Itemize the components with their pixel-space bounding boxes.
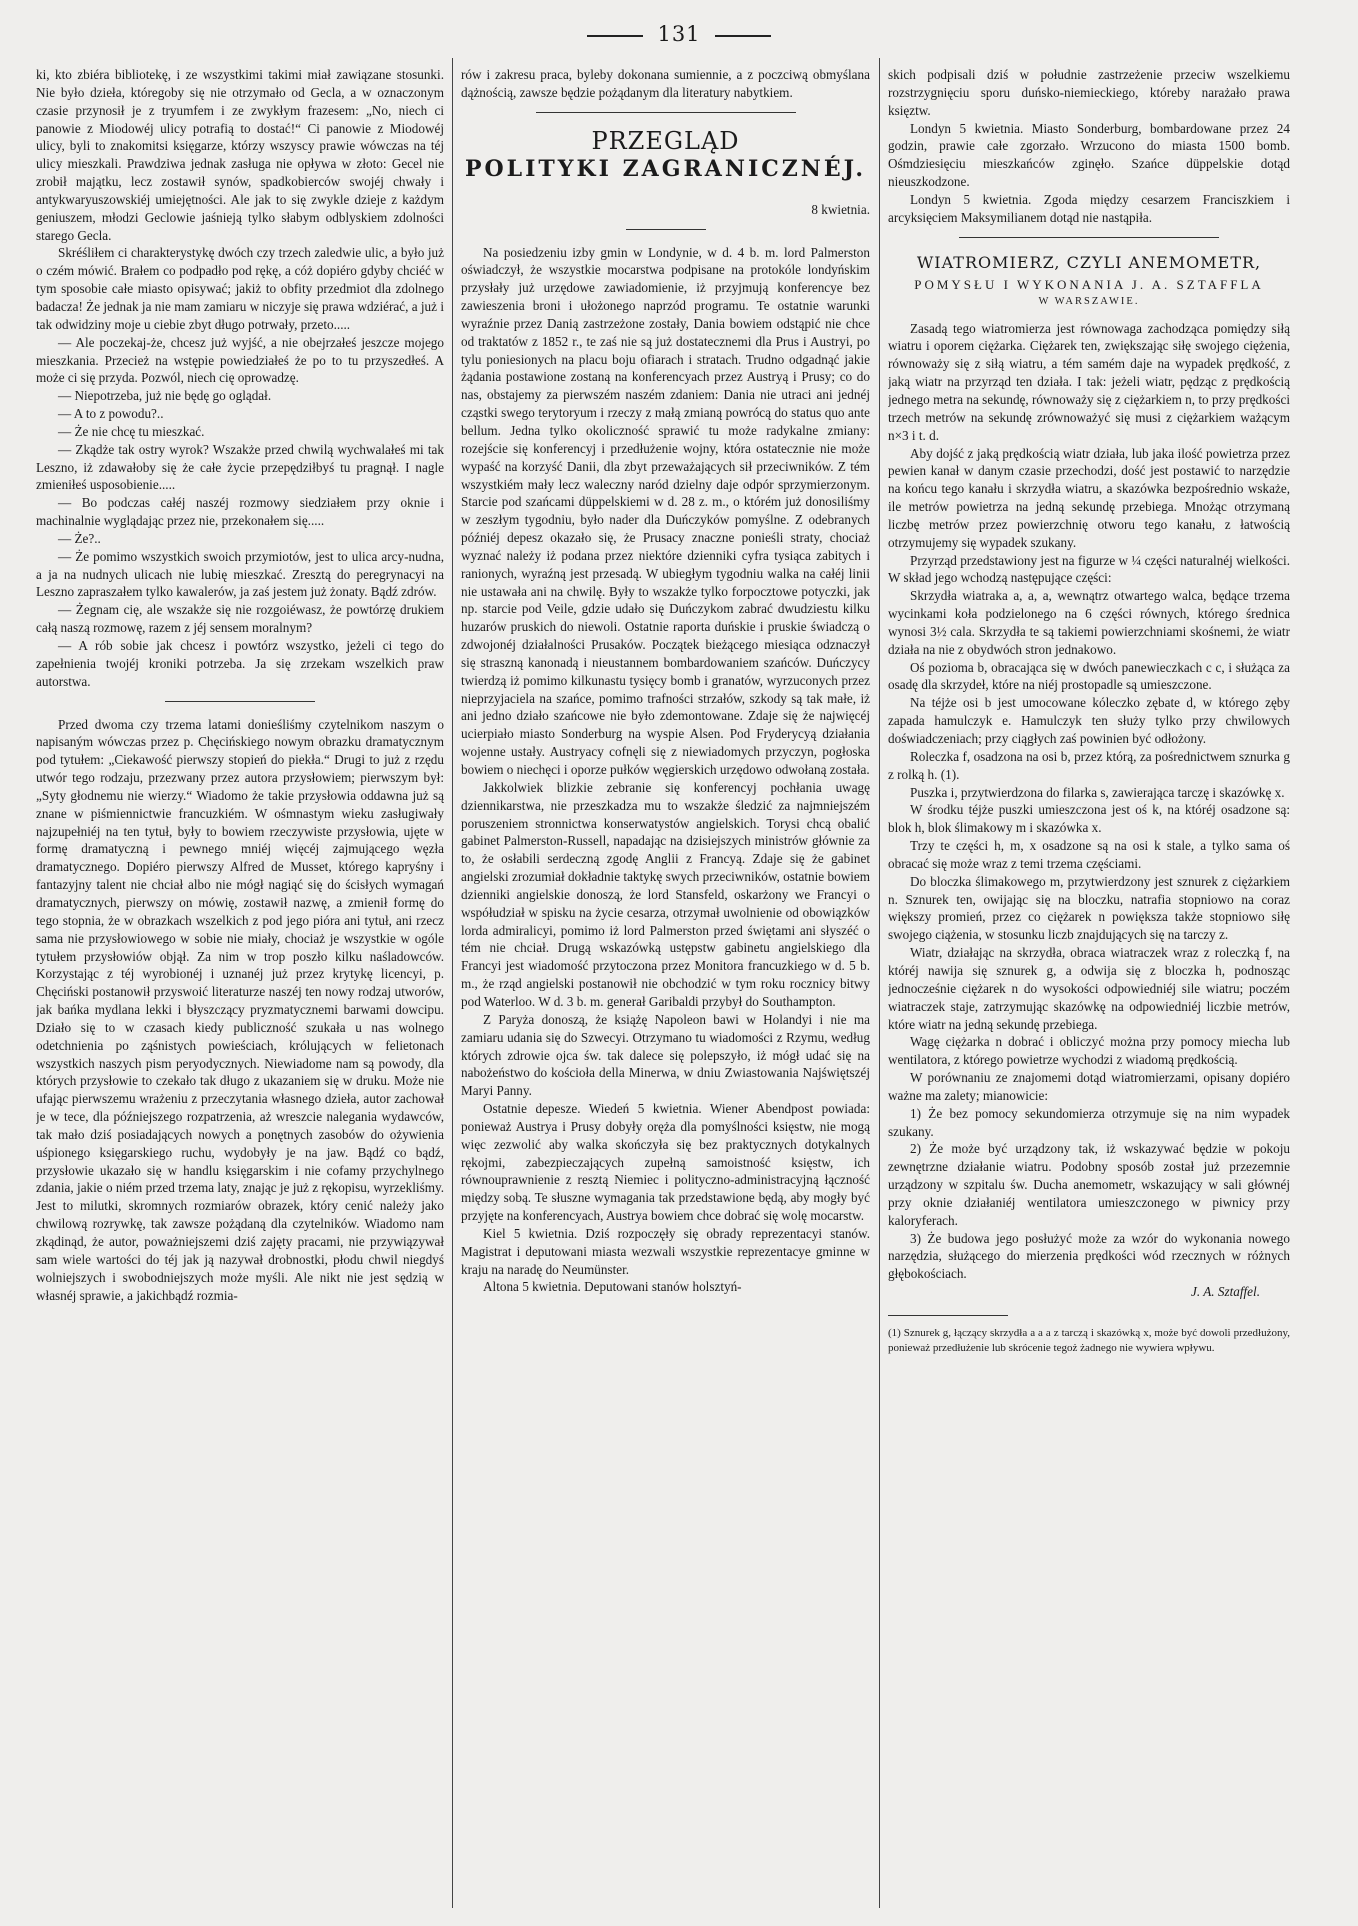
dateline: 8 kwietnia. <box>811 201 870 217</box>
paragraph: Przed dwoma czy trzema latami donieśliśmy czytelnikom naszym o napisaným wówczas przez p. Chęcińskiego nowym obrazku dramatycznym pod tytułem: „Ciekawość pierwszy stopień do piekła.“ Drugi to już z rzędu utwór tego rodzaju, przezwany przez autora przysłowiem; pierwszym był: „Syty głodnemu nie wierzy.“ Wiadomo że takie przysłowia oddawna już są znane w piśmiennictwie francuzkiém. W ośmnastym wieku zasługiwały najzupełniéj na ten tytuł, były to bowiem rzeczywiste przysłowia, ujęte w formę dramatyczną i pewnego mniéj więcéj zajmującego węzła dramatycznego. Dopiéro pierwszy Alfred de Musset, którego kapryśny i fantazyjny talent nie chciał albo nie mógł nagiąć się do ścisłych wymagań dramatycznych, pierwszy on mówię, zostawił nazwę, a zmienił formę do tego stopnia, że w obrazkach wszelkich z pod jego pióra ani tytuł, ani rzecz sama nie przysłowiowego w sobie nie miały, chociaż je wszystkie w ogóle tytułem przysłowiów objął. Za nim w trop poszło kilku naśladowców. Korzystając z téj wyrobionéj i uznanéj już przez krytykę licencyi, p. Chęciński postanowił przyswoić literaturze naszéj ten nowy rodzaj utworów, jak bańka mydlana lekki i błyszczący pryzmatycznemi barwami dowcipu. Działo się to w czasach kiedy publiczność szukała u nas wolnego odetchnienia po ząśnistych powieściach, królujących w felietonach wszystkich naszych pism peryodycznych. Niewiadome nam są powody, dla których przysłowie to czekało tak długo z ukazaniem się w druku. Może nie ufając pierwszemu wrażeniu z przeczytania własnego dzieła, autor zachował je w tece, dla późniejszego rozpatrzenia, aż wreszcie nalegania wydawców, tak mało dziś posiadających nowych a ponętnych zasobów do ożywienia uśpionego księgarskiego ruchu, wydobyły je na jaw. Bądź co bądź, przysłowie ukazało się w handlu księgarskim i nie cofamy przychylnego zdania, jakie o niém przed trzema laty, znając je już z rękopisu, wyrzekliśmy. Jest to milutki, skromnych rozmiarów obrazek, który cenić należy jako chwilową rozrywkę, tak zawsze pożądaną dla czytelników. Wiadomo nam zkądinąd, że autor, poważniejszemi dziś zajęty pracami, nie przywiązywał sam wiele wartości do téj jak ją nazywał drobnostki, płodu chwil niegdyś wolniejszych i swobodniejszych może myśli. Ale nikt nie jest sędzią w własnéj sprawie, a jakichbądź rozmia- <box>36 716 444 1303</box>
header-dash-right <box>715 35 771 37</box>
advantages-list <box>888 1105 1290 1283</box>
paragraph: Na posiedzeniu izby gmin w Londynie, w d. 4 b. m. lord Palmerston oświadczył, że wszystkie mocarstwa podpisane na protokóle londyńskim przysłały już urzędowe zawiadomienie, iż przyjmują konferencye bez zawieszenia broni i ułożonego naprzód programu. Te ostatnie warunki wyraźnie przez Danią zastrzeżone zostały, Dania bowiem odstąpić nie chce od traktatów z 1852 r., te zaś nie są już dostatecznemi dla Prus i Austryi, po tylu poniesionych na placu boju ofiarach i stratach. Trudno odgadnąć jakie żądania postawione zostaną na konferencyach przez Austryą i Prusy; co do nas, obstajemy za pierwszém naszém zdaniem: Dania nie utraci ani jednéj cząstki swego terytoryum i rzeczy z małą zmianą powrócą do status quo ante bellum. Jedna tylko okoliczność sprawić tu może radykalne zmiany: rozejście się konferencyj i przedłużenie wojny, która ostatecznie nie może wypaść na korzyść Danii, dla zbyt przeważających sił przeciwników. Z tém wszystkiém mały lecz waleczny naród dzielny daje odpór sprzymierzonym. Starcie pod szańcami düppelskiemi w d. 28 z. m., o którém już donosiliśmy w zeszłym tygodniu, było nader dla Duńczyków pomyślne. Z odebranych późniéj depesz okazało się, że Prusacy znaczne ponieśli straty, chociaż wyznać należy iż podana przez niektóre dzienniki cyfra tysiąca zabitych i ranionych, wyraźną jest przesadą. W ubiegłym tygodniu walka na całéj linii nie ustawała ani na chwilę. Były to wszakże tylko forpocztowe potyczki, jak np. starcie pod Veile, gdzie udało się Duńczykom zabrać dwudziestu kilku huzarów pruskich do niewoli. Ostatnie raporta duńskie i pruskie świadczą o zdwojonéj działalności Prusaków. Początek bieżącego miesiąca odznaczył się straszną kanonadą i nieustannem bombardowaniem szańców. Duńczycy twierdzą iż pomimo kilkunastu tysięcy bomb i granatów, wyrzuconych przez nieprzyjaciela na szańce, pomimo trafności strzałów, szkody są tak małe, iż ani jedno działo szańcowe nie było zdemontowane. Zdaje się że najwięcéj ucierpiało miasto Sonderburg na wyspie Alsen. Pod Fryderycyą działania wojenne ustały. Austryacy cofnęli się z niewiadomych przyczyn, pogłoska bowiem o niechęci i oporze pułków węgierskich urzędowo odwołaną została. <box>461 244 870 777</box>
paragraph: Z Paryża donoszą, że książę Napoleon bawi w Holandyi i nie ma zamiaru udania się do Szwecyi. Otrzymano tu wiadomości z Rzymu, według których zdrowie ojca św. tak dalece się polepszyło, iż mógł udać się na nabożeństwo do kościoła della Minerwa, w dniu Zwiastowania Najświętszéj Maryi Panny. <box>461 1011 870 1099</box>
paragraph: Do bloczka ślimakowego m, przytwierdzony jest sznurek z ciężarkiem n. Sznurek ten, owijając się na bloczku, natrafia stopniowo na coraz większy promień, przez co ciężarek n powiększa także stopniowo siłę swojego ciążenia, w stosunku liczb znajdujących się na tarczy z. <box>888 873 1290 943</box>
paragraph: Kiel 5 kwietnia. Dziś rozpoczęły się obrady reprezentacyi stanów. Magistrat i deputowani miasta wezwali wszystkie reprezentacye gminne w kraju na naradę do Neumünster. <box>461 1225 870 1277</box>
dialogue-line: — Zkądże tak ostry wyrok? Wszakże przed chwilą wychwalałeś mi tak Leszno, iż zdawałoby się że całe życie przepędziłbyś tu pragnął. I nagle zmieniłeś usposobienie..... <box>36 441 444 493</box>
list-item: 2) Że może być urządzony tak, iż wskazywać będzie w pokoju zewnętrzne działanie wiatru. Podobny sposób został już przezemnie urządzony w szpitalu św. Ducha anemometr, wskazujący w sali głównéj przy oknie działaniéj wentilatora umieszczonego w piwnicy przy kaloryferach. <box>888 1141 1290 1228</box>
paragraph: rów i zakresu praca, byleby dokonana sumiennie, a z poczciwą obmyślana dążnością, zawsze będzie pożądanym dla literatury nabytkiem. <box>461 67 870 100</box>
dialogue-line: — Że nie chcę tu mieszkać. <box>58 423 205 439</box>
paragraph: Wiatr, działając na skrzydła, obraca wiatraczek wraz z roleczką f, na któréj nawija się sznurek g, a odwija się z bloczka h, podnosząc jednocześnie ciężarek n do wysokości odpowiedniéj sile wiatru; poczém wiatraczek staje, zatrzymując skazówkę na odpowiedniéj liczbie metrów, które wiatr na jedną sekundę przebiega. <box>888 945 1290 1032</box>
column-2 <box>461 66 870 1906</box>
paragraph: Puszka i, przytwierdzona do filarka s, zawierająca tarczę i skazówkę x. <box>910 784 1285 800</box>
section-subtitle: POLITYKI ZAGRANICZNÉJ. <box>464 155 867 182</box>
dialogue-line: — Żegnam cię, ale wszakże się nie rozgoiéwasz, że powtórzę drukiem całą naszą rozmowę, razem z jéj sensem moralnym? <box>36 602 444 636</box>
dialogue-line: — Niepotrzeba, już nie będę go oglądał. <box>58 388 272 404</box>
header-dash-left <box>587 35 643 37</box>
section-divider <box>536 112 796 113</box>
paragraph: Altona 5 kwietnia. Deputowani stanów holsztyń- <box>483 1279 742 1295</box>
column-3 <box>888 66 1290 1906</box>
dialogue-line: — A rób sobie jak chcesz i powtórz wszystko, jeżeli ci tego do zapełnienia twojéj kroniki potrzeba. Ja się zrzekam wszelkich praw autorstwa. <box>36 638 444 689</box>
paragraph: Jakkolwiek blizkie zebranie się konferencyj pochłania uwagę dziennikarstwa, nie przeszkadza mu to wszakże śledzić za najmniejszém poruszeniem stronnictwa konserwatystów angielskich. Torysi chcą obalić gabinet Palmerston-Russell, napadając na dzisiejszych ministrów głównie za to, że osłabili serdeczną zgodę Anglii z Francyą. Zdaje się że gabinet angielski zrozumiał dokładnie taktykę swych przeciwników, ostatnie bowiem dzienniki angielskie donoszą, że lord Stansfeld, oskarżony we Francyi o współudział w spisku na życie cesarza, otrzymał uwolnienie od obowiązków lorda admiralicyi, pomimo iż lord Palmerston przed świętami ani słyszéć o tém nie chciał. Drugą wskazówką ustępstw gabinetu angielskiego dla Francyi jest wiadomość przytoczona przez Monitora francuzkiego w d. 5 b. m., że rząd angielski postanowił nie obchodzić w tym roku rocznicy bitwy pod Waterloo. W d. 3 b. m. generał Garibaldi przybył do Southampton. <box>461 779 870 1009</box>
paragraph: Skréśliłem ci charakterystykę dwóch czy trzech zaledwie ulic, a było już o czém mówić. Brałem co podpadło pod rękę, a cóż dopiéro gdyby chciéć w tym sposobie całe miasto opisywać; jakiż to obfity przedmiot dla zdolnego badacza! Że jednak ja nie mam zamiaru w niczyje się prawa wdziérać, a już i tak odwidziny moje u ciebie zbyt długo potrwały, przeto..... <box>36 245 444 332</box>
dialogue-line: — Że pomimo wszystkich swoich przymiotów, jest to ulica arcy-nudna, a ja na nudnych ulicach nie lubię mieszkać. Zresztą do peregrynacyi na Leszno zapraszałem tylko kawalerów, ja zaś jestem już żonaty. Bądź zdrów. <box>36 548 444 600</box>
list-item: 1) Że bez pomocy sekundomierza otrzymuje się na nim wypadek szukany. <box>888 1105 1290 1139</box>
paragraph: Trzy te części h, m, x osadzone są na osi k stale, a tylko sama oś obracać się może wraz z temi trzema częściami. <box>888 838 1290 871</box>
paragraph: Oś pozioma b, obracająca się w dwóch panewieczkach c c, i służąca za osadę dla skrzydeł, które na niéj prostopadle są umieszczone. <box>888 659 1290 693</box>
paragraph: Wagę ciężarka n dobrać i obliczyć można przy pomocy miecha lub wentilatora, z którego powietrze wychodzi z wiadomą prędkością. <box>888 1034 1290 1068</box>
column-1 <box>36 66 444 1906</box>
author-signature: J. A. Sztaffel. <box>1191 1284 1260 1300</box>
dialogue-line: — A to z powodu?.. <box>58 406 164 422</box>
page-number: 131 <box>657 22 701 46</box>
paragraph: Na téjże osi b jest umocowane kóleczko zębate d, w którego zęby zapada hamulczyk e. Hamulczyk ten służy tylko przy chwilowych doświadczeniach; przy ciągłych zaś powinien być odłożony. <box>888 695 1290 746</box>
article-title: WIATROMIERZ, CZYLI ANEMOMETR, <box>916 252 1262 272</box>
footnote: (1) Sznurek g, łączący skrzydła a a a z tarczą i skazówką x, może być dowoli przedłużony, ponieważ przedłużenie lub skrócenie tegoż żadnego nie wywiera wpływu. <box>888 1327 1290 1354</box>
section-divider <box>165 701 315 702</box>
section-divider <box>959 237 1219 238</box>
dialogue-line: — Bo podczas całéj naszéj rozmowy siedziałem przy oknie i machinalnie wyglądając przez nie, przekonałem się..... <box>36 495 444 529</box>
article-subtitle: POMYSŁU I WYKONANIA J. A. SZTAFFLA <box>914 276 1264 292</box>
paragraph: Skrzydła wiatraka a, a, a, wewnątrz otwartego walca, będące trzema wycinkami koła podzielonego na 6 części równych, którego średnica wynosi 3½ cala. Skrzydła te są takiemi powierzchniami skośnemi, że wiatr działa na nie z obydwóch stron jednakowo. <box>888 588 1290 657</box>
paragraph: Londyn 5 kwietnia. Zgoda między cesarzem Franciszkiem i arcyksięciem Maksymilianem dotąd nie nastąpiła. <box>888 191 1290 225</box>
dialogue-line: — Ale poczekaj-że, chcesz już wyjść, a nie obejrzałeś jeszcze mojego mieszkania. Przecież na wstępie powiedziałeś że po to tu przyszedłeś. A może ci się przyda. Pozwól, niech cię oprowadzę. <box>36 334 444 386</box>
column-rule-2 <box>879 58 880 1908</box>
paragraph: W porównaniu ze znajomemi dotąd wiatromierzami, opisany dopiéro ważne ma zalety; mianowicie: <box>888 1070 1290 1103</box>
paragraph: Zasadą tego wiatromierza jest równowaga zachodząca pomiędzy siłą wiatru i oporem ciężarka. Ciężarek ten, zwiększając siłę swojego ciężenia, równoważy się z siłą wiatru, a tém samém daje na wypadek prędkość, z jaką wiatr na przyrząd ten działa. I tak: jeżeli wiatr, pędząc z prędkością jednego metra na sekundę, równoważy się z ciężarkiem n, to przy prędkości trzech metrów na sekundę zrównoważyć się musi z ciężarkiem ważącym n×3 i t. d. <box>888 320 1290 443</box>
section-title: PRZEGLĄD <box>591 126 740 155</box>
paragraph: Ostatnie depesze. Wiedeń 5 kwietnia. Wiener Abendpost powiada: ponieważ Austrya i Prusy dobyły oręża dla pomyślności księstw, nie mogą więc zezwolić aby walka skończyła się bez praktycznych dotykalnych rękojmi, zabezpieczających zupełną samoistność księstw, ich równouprawnienie z resztą Niemiec i polityczno-administracyjną łączność między sobą. Te słuszne wymagania tak przedstawione będą, aby mogły być przyjęte na konferencyach, Austrya bowiem chce dobrać się wolę mocarstw. <box>461 1101 870 1224</box>
page-number-header <box>0 22 1358 46</box>
paragraph: Roleczka f, osadzona na osi b, przez którą, za pośrednictwem sznurka g z rolką h. (1). <box>888 748 1290 782</box>
paragraph: Londyn 5 kwietnia. Miasto Sonderburg, bombardowane przez 24 godzin, prawie całe zgorzało. Wrzucono do miasta 1500 bomb. Ośmdziesięciu mieszkańców zginęło. Szańce düppelskie dotąd nieuszkodzone. <box>888 120 1290 190</box>
divider <box>626 229 706 230</box>
paragraph: Przyrząd przedstawiony jest na figurze w ¼ części naturalnéj wielkości. W skład jego wchodzą następujące części: <box>888 552 1290 586</box>
paragraph: W środku téjże puszki umieszczona jest oś k, na któréj osadzone są: blok h, blok ślimakowy m i skazówka x. <box>888 802 1290 836</box>
column-rule-1 <box>452 58 453 1908</box>
paragraph: Aby dojść z jaką prędkością wiatr działa, lub jaka ilość powietrza przez pewien kanał w danym czasie przechodzi, dość jest postawić to narzędzie na końcu tego kanału i skrzydła wiatru, a skazówka bezpośrednio wskaże, ile metrów powietrza na jedną sekundę przebiega. Mnożąc otrzymaną liczbę metrów przez powierzchnię otworu tego kanału, z łatwością otrzymujemy się wypadek szukany. <box>888 445 1290 550</box>
article-location: W WARSZAWIE. <box>1038 295 1140 307</box>
paragraph: ki, kto zbiéra bibliotekę, i ze wszystkimi takimi miał zawiązane stosunki. Nie było dzieła, któregoby się nie otrzymało od Gecla, a w oznaczonym czasie przynosił je z tryumfem i ze zwykłym frazesem: „No, niech ci panowie z Miodowéj ulicy potrafią to dostać!“ Ci panowie z Miodowéj ulicy, byli to znakomitsi księgarze, którzy wszyscy prawie wówczas na téj ulicy mieszkali. Prawdziwa jednak zasługa nie opływa w złoto: Gecel nie zrobił majątku, lecz zostawił synów, spadkobierców swojéj chwały i antykwaryuszowskiéj umiejętności. Ale jak to się zwykle dzieje z każdym geniuszem, młodzi Geclowie jaśnieją tylko słabym odblyskiem zdolności starego Gecla. <box>36 67 444 243</box>
list-item: 3) Że budowa jego posłużyć może za wzór do wykonania nowego narzędzia, służącego do mierzenia prędkości wód rzecznych w różnych głębokościach. <box>888 1230 1290 1282</box>
paragraph: skich podpisali dziś w południe zastrzeżenie przeciw wszelkiemu rozstrzygnięciu sporu duńsko-niemieckiego, któreby narażało prawa księztw. <box>888 67 1290 118</box>
dialogue-line: — Że?.. <box>58 530 101 546</box>
footnote-rule <box>888 1315 1008 1316</box>
